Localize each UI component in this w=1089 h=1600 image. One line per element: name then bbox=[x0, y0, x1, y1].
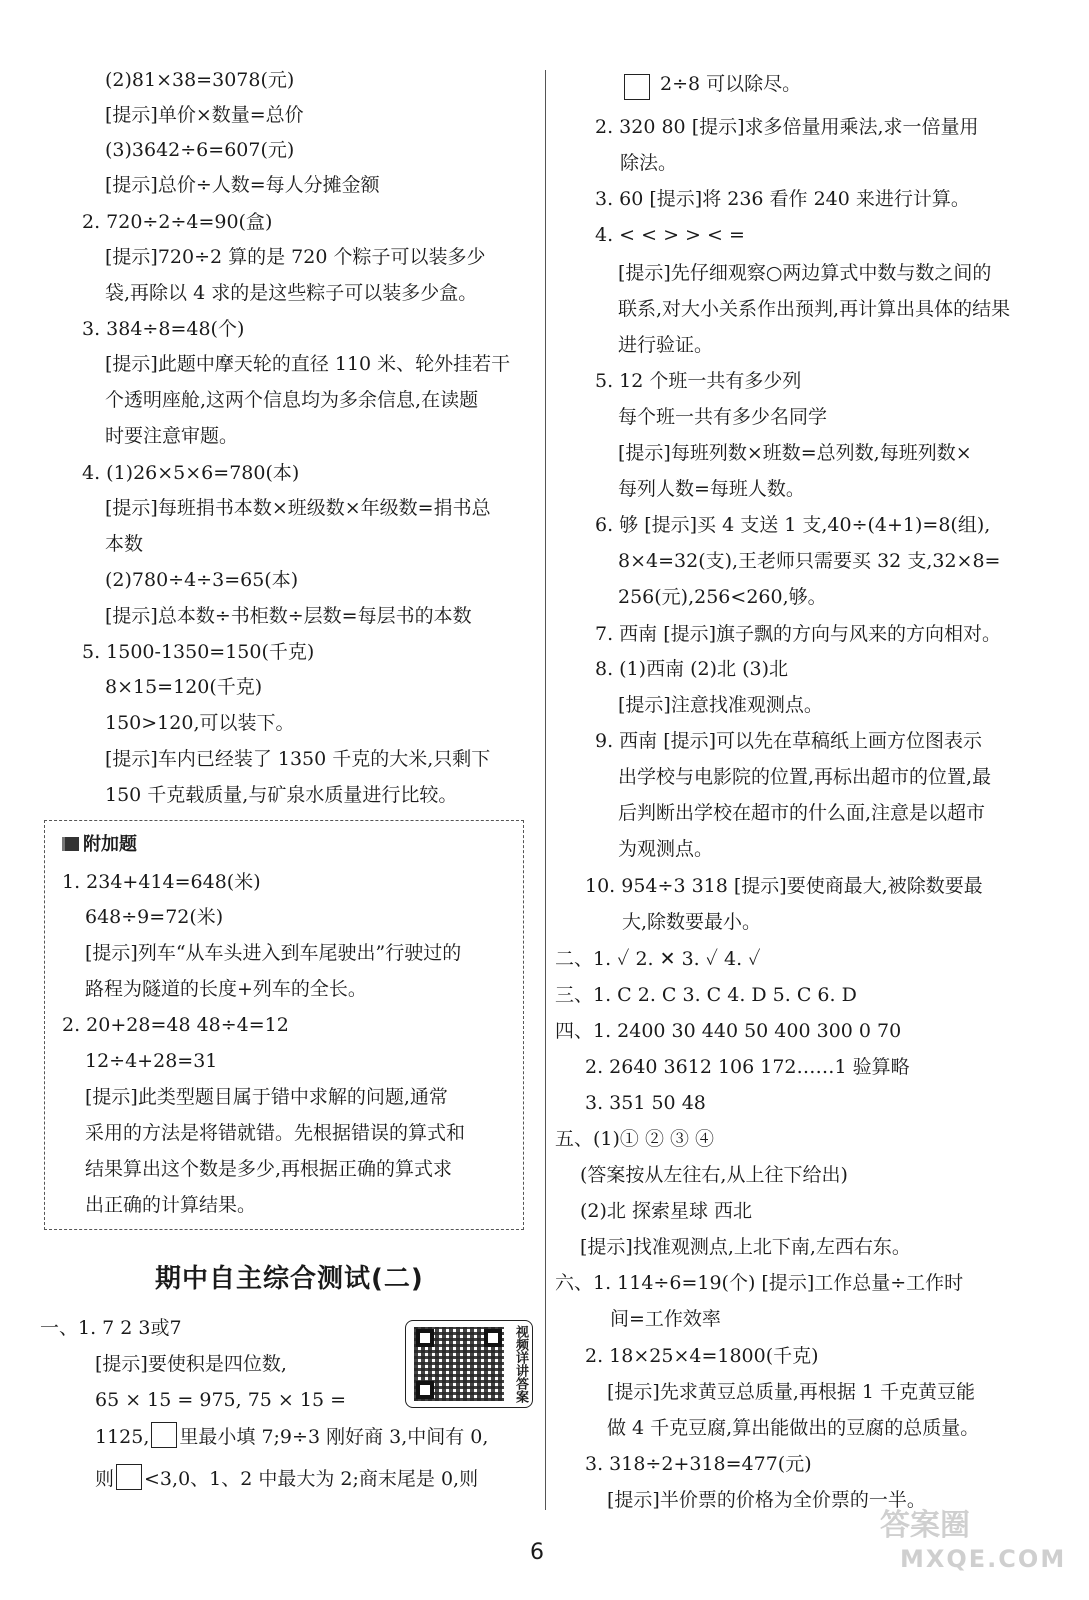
text-line: 1. 234+414=648(米) bbox=[62, 871, 261, 893]
watermark-logo: 答案圈 bbox=[880, 1508, 970, 1543]
text-line: (2)780÷4÷3=65(本) bbox=[105, 569, 299, 591]
text-line: 3. 351 50 48 bbox=[585, 1092, 706, 1114]
text-line: 6. 够 [提示]买 4 支送 1 支,40÷(4+1)=8(组), bbox=[595, 514, 991, 536]
text-line: 2. 18×25×4=1800(千克) bbox=[585, 1345, 819, 1367]
text-line: [提示]先仔细观察○两边算式中数与数之间的 bbox=[618, 262, 992, 284]
text-line: 每列人数=每班人数。 bbox=[618, 478, 805, 500]
text-line: 4. < < > > < = bbox=[595, 224, 745, 246]
text-line: (2)北 探索星球 西北 bbox=[580, 1200, 752, 1222]
text-line: 12÷4+28=31 bbox=[85, 1050, 218, 1072]
text-line: (答案按从左往右,从上往下给出) bbox=[580, 1164, 848, 1186]
text-line: 结果算出这个数是多少,再根据正确的算式求 bbox=[85, 1158, 453, 1180]
text-line: [提示]列车“从车头进入到车尾驶出”行驶过的 bbox=[85, 942, 462, 964]
bonus-box bbox=[44, 820, 524, 1230]
qr-corner-icon bbox=[416, 1329, 434, 1347]
text-line: 五、(1)① ② ③ ④ bbox=[555, 1128, 715, 1150]
text-line: [提示]此题中摩天轮的直径 110 米、轮外挂若干 bbox=[105, 353, 511, 375]
text-line: [提示]先求黄豆总质量,再根据 1 千克黄豆能 bbox=[607, 1381, 976, 1403]
text-line-ze: 则 <3,0、1、2 中最大为 2;商末尾是 0,则 bbox=[95, 1464, 478, 1492]
blank-square-right bbox=[624, 74, 650, 100]
blank-square bbox=[116, 1464, 142, 1490]
text-line: 大,除数要最小。 bbox=[622, 911, 762, 933]
text-line: 5. 12 个班一共有多少列 bbox=[595, 370, 802, 392]
text-line: 5. 1500-1350=150(千克) bbox=[82, 641, 315, 663]
text-line: 二、1. ✓ 2. ✕ 3. ✓ 4. ✓ bbox=[555, 948, 761, 970]
text-line: 150 千克载质量,与矿泉水质量进行比较。 bbox=[105, 784, 458, 806]
text-line: [提示]总本数÷书柜数÷层数=每层书的本数 bbox=[105, 605, 472, 627]
text-line: 本数 bbox=[105, 533, 144, 555]
text-line: 联系,对大小关系作出预判,再计算出具体的结果 bbox=[618, 298, 1011, 320]
text-line: 除法。 bbox=[620, 152, 678, 174]
qr-caption: 视频详讲答案 bbox=[513, 1325, 528, 1403]
text-line: 2. 20+28=48 48÷4=12 bbox=[62, 1014, 289, 1036]
text-line: 六、1. 114÷6=19(个) [提示]工作总量÷工作时 bbox=[555, 1272, 964, 1294]
text-line: 10. 954÷3 318 [提示]要使商最大,被除数要最 bbox=[585, 875, 983, 897]
text-line: [提示]此类型题目属于错中求解的问题,通常 bbox=[85, 1086, 448, 1108]
text-line: 时要注意审题。 bbox=[105, 425, 239, 447]
text-line: (2)81×38=3078(元) bbox=[105, 69, 295, 91]
text-line: 一、1. 7 2 3或7 bbox=[40, 1317, 182, 1339]
page-number: 6 bbox=[530, 1540, 544, 1565]
text-line: 为观测点。 bbox=[618, 838, 714, 860]
text-line: 3. 384÷8=48(个) bbox=[82, 318, 245, 340]
text-line: 4. (1)26×5×6=780(本) bbox=[82, 462, 300, 484]
bonus-title: 附加题 bbox=[62, 830, 137, 856]
text-line: 2. 2640 3612 106 172……1 验算略 bbox=[585, 1056, 910, 1078]
bookmark-icon bbox=[62, 837, 79, 851]
text-line: 四、1. 2400 30 440 50 400 300 0 70 bbox=[555, 1020, 902, 1042]
text-line: 3. 60 [提示]将 236 看作 240 来进行计算。 bbox=[595, 188, 970, 210]
text-line: 9. 西南 [提示]可以先在草稿纸上画方位图表示 bbox=[595, 730, 983, 752]
text-line: 每个班一共有多少名同学 bbox=[618, 406, 828, 428]
text-line: 3. 318÷2+318=477(元) bbox=[585, 1453, 812, 1475]
qr-corner-icon bbox=[416, 1381, 434, 1399]
text-line: [提示]找准观测点,上北下南,左西右东。 bbox=[580, 1236, 911, 1258]
text-line: 出学校与电影院的位置,再标出超市的位置,最 bbox=[618, 766, 992, 788]
column-divider bbox=[545, 70, 546, 1510]
text-line: 648÷9=72(米) bbox=[85, 906, 224, 928]
text-line: [提示]半价票的价格为全价票的一半。 bbox=[607, 1489, 926, 1511]
text-line: [提示]每班列数×班数=总列数,每班列数× bbox=[618, 442, 972, 464]
text-line: 间=工作效率 bbox=[610, 1308, 721, 1330]
qr-corner-icon bbox=[484, 1329, 502, 1347]
text-line: 出正确的计算结果。 bbox=[85, 1194, 257, 1216]
blank-square bbox=[151, 1422, 177, 1448]
text-line: 个透明座舱,这两个信息均为多余信息,在读题 bbox=[105, 389, 479, 411]
text-line: [提示]车内已经装了 1350 千克的大米,只剩下 bbox=[105, 748, 491, 770]
text-line-1125: 1125, 里最小填 7;9÷3 刚好商 3,中间有 0, bbox=[95, 1422, 488, 1450]
text-line: 后判断出学校在超市的什么面,注意是以超市 bbox=[618, 802, 986, 824]
text-line: 进行验证。 bbox=[618, 334, 714, 356]
text-line: [提示]720÷2 算的是 720 个粽子可以装多少 bbox=[105, 246, 486, 268]
text-line: [提示]注意找准观测点。 bbox=[618, 694, 823, 716]
text-line: [提示]总价÷人数=每人分摊金额 bbox=[105, 174, 380, 196]
text-line: 2. 720÷2÷4=90(盒) bbox=[82, 211, 273, 233]
text-line: 2÷8 可以除尽。 bbox=[660, 73, 802, 95]
text-line: 三、1. C 2. C 3. C 4. D 5. C 6. D bbox=[555, 984, 857, 1006]
text-line: 做 4 千克豆腐,算出能做出的豆腐的总质量。 bbox=[607, 1417, 980, 1439]
text-line: [提示]要使积是四位数, bbox=[95, 1353, 287, 1375]
text-line: 8×15=120(千克) bbox=[105, 676, 263, 698]
watermark-url: MXQE.COM bbox=[900, 1545, 1067, 1573]
text-line: 袋,再除以 4 求的是这些粽子可以装多少盒。 bbox=[105, 282, 478, 304]
text-line: 8×4=32(支),王老师只需要买 32 支,32×8= bbox=[618, 550, 1001, 572]
text-line: 7. 西南 [提示]旗子飘的方向与风来的方向相对。 bbox=[595, 623, 1002, 645]
text-line: 2. 320 80 [提示]求多倍量用乘法,求一倍量用 bbox=[595, 116, 979, 138]
text-line: 65 × 15 = 975, 75 × 15 = bbox=[95, 1389, 347, 1411]
text-line: [提示]单价×数量=总价 bbox=[105, 104, 304, 126]
qr-code-box[interactable] bbox=[405, 1320, 533, 1408]
section-title: 期中自主综合测试(二) bbox=[155, 1264, 424, 1294]
text-line: 8. (1)西南 (2)北 (3)北 bbox=[595, 658, 788, 680]
text-line: [提示]每班捐书本数×班级数×年级数=捐书总 bbox=[105, 497, 491, 519]
text-line: 采用的方法是将错就错。先根据错误的算式和 bbox=[85, 1122, 466, 1144]
text-line: 150>120,可以装下。 bbox=[105, 712, 295, 734]
text-line: 路程为隧道的长度+列车的全长。 bbox=[85, 978, 367, 1000]
text-line: (3)3642÷6=607(元) bbox=[105, 139, 295, 161]
text-line: 256(元),256<260,够。 bbox=[618, 586, 827, 608]
